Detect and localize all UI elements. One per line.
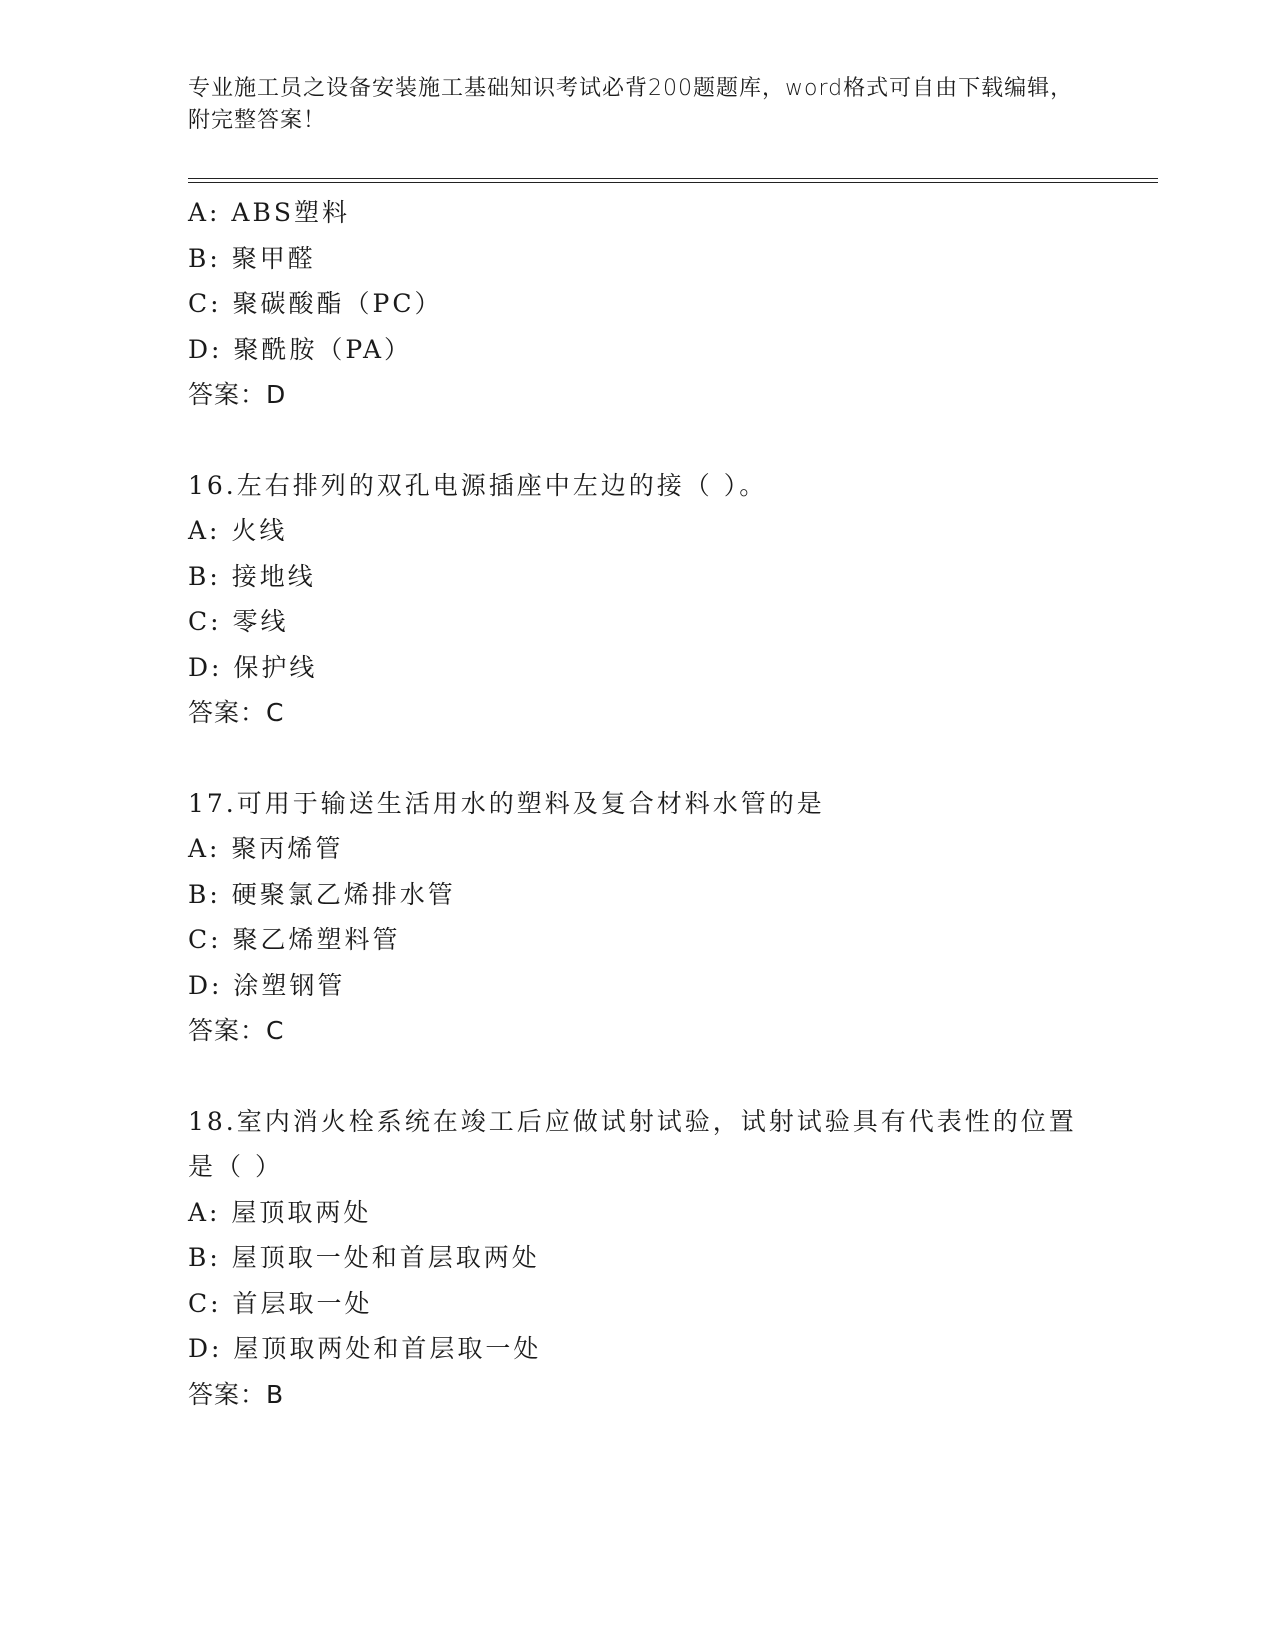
option-a: A: ABS塑料: [188, 198, 350, 227]
question-block-16: [188, 463, 1168, 736]
option-c: C: 聚乙烯塑料管: [188, 925, 401, 954]
option-c: C: 首层取一处: [188, 1288, 373, 1318]
option-a: A: 火线: [188, 516, 288, 545]
question-block-15: [188, 190, 1168, 418]
answer-line: 答案：B: [188, 1379, 285, 1409]
option-b: B: 硬聚氯乙烯排水管: [188, 879, 456, 909]
option-c: C: 零线: [188, 607, 289, 636]
document-header: 专业施工员之设备安装施工基础知识考试必背200题题库，word格式可自由下载编辑，附完整答案！: [188, 76, 1074, 133]
spacer: [188, 736, 1168, 781]
option-a: A: 屋顶取两处: [188, 1197, 372, 1227]
option-b: B: 屋顶取一处和首层取两处: [188, 1243, 540, 1272]
answer-line: 答案：C: [188, 698, 285, 727]
spacer: [188, 1054, 1168, 1099]
question-block-18: [188, 1099, 1168, 1418]
document-body: [188, 190, 1168, 1417]
question-text: 17.可用于输送生活用水的塑料及复合材料水管的是: [188, 788, 825, 818]
answer-line: 答案：C: [188, 1016, 285, 1045]
question-text: 18.室内消火栓系统在竣工后应做试射试验，试射试验具有代表性的位置是（ ）: [188, 1106, 1077, 1181]
option-d: D: 聚酰胺（PA）: [188, 334, 412, 364]
option-d: D: 保护线: [188, 652, 318, 682]
option-d: D: 涂塑钢管: [188, 970, 346, 1000]
question-text: 16.左右排列的双孔电源插座中左边的接（ ）。: [188, 470, 768, 500]
question-block-17: [188, 781, 1168, 1054]
answer-line: 答案：D: [188, 380, 287, 409]
option-d: D: 屋顶取两处和首层取一处: [188, 1334, 542, 1363]
option-a: A: 聚丙烯管: [188, 834, 344, 863]
option-c: C: 聚碳酸酯（PC）: [188, 289, 443, 318]
spacer: [188, 418, 1168, 463]
option-b: B: 接地线: [188, 561, 316, 591]
option-b: B: 聚甲醛: [188, 243, 316, 273]
header-divider: [188, 178, 1158, 183]
